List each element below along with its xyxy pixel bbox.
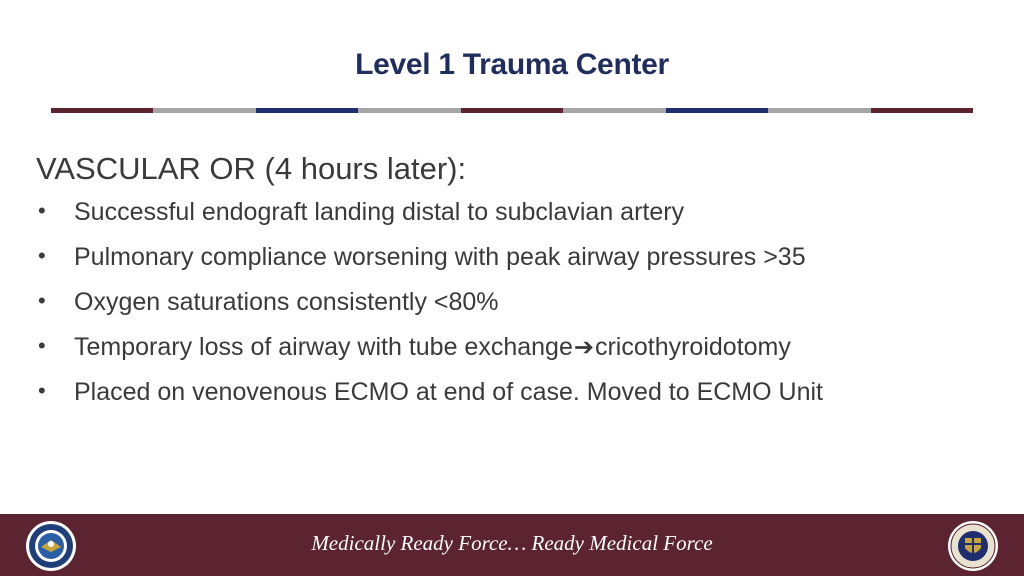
slide-title: Level 1 Trauma Center (355, 48, 669, 81)
bullet-dot-icon: • (38, 198, 46, 223)
divider-segment (256, 108, 358, 113)
title-divider (51, 108, 973, 113)
bullet-dot-icon: • (38, 333, 46, 358)
bullet-list (36, 190, 996, 415)
bullet-item (36, 190, 996, 235)
bullet-dot-icon: • (38, 288, 46, 313)
bullet-text: Placed on venovenous ECMO at end of case. Moved to ECMO Unit (74, 378, 823, 406)
usuhs-seal-icon (947, 520, 999, 572)
bullet-dot-icon: • (38, 243, 46, 268)
bullet-item (36, 370, 996, 415)
dod-seal-icon (25, 520, 77, 572)
divider-segment (358, 108, 460, 113)
bullet-item (36, 280, 996, 325)
footer-tagline: Medically Ready Force… Ready Medical Force (311, 531, 713, 555)
divider-segment (871, 108, 973, 113)
divider-segment (563, 108, 665, 113)
divider-segment (153, 108, 255, 113)
bullet-text: Oxygen saturations consistently <80% (74, 288, 499, 316)
divider-segment (768, 108, 870, 113)
footer-bar (0, 514, 1024, 576)
slide-content (36, 150, 996, 415)
divider-segment (51, 108, 153, 113)
bullet-dot-icon: • (38, 378, 46, 403)
bullet-text-continued: cricothyroidotomy (594, 333, 791, 361)
bullet-item (36, 325, 996, 370)
right-arrow-icon: ➔ (573, 334, 594, 361)
divider-segment (461, 108, 563, 113)
bullet-text: Pulmonary compliance worsening with peak airway pressures >35 (74, 243, 806, 271)
bullet-text: Successful endograft landing distal to subclavian artery (74, 198, 685, 226)
divider-segment (666, 108, 768, 113)
bullet-item (36, 235, 996, 280)
bullet-text: Temporary loss of airway with tube exchange (74, 333, 573, 361)
section-heading: VASCULAR OR (4 hours later): (36, 151, 467, 186)
